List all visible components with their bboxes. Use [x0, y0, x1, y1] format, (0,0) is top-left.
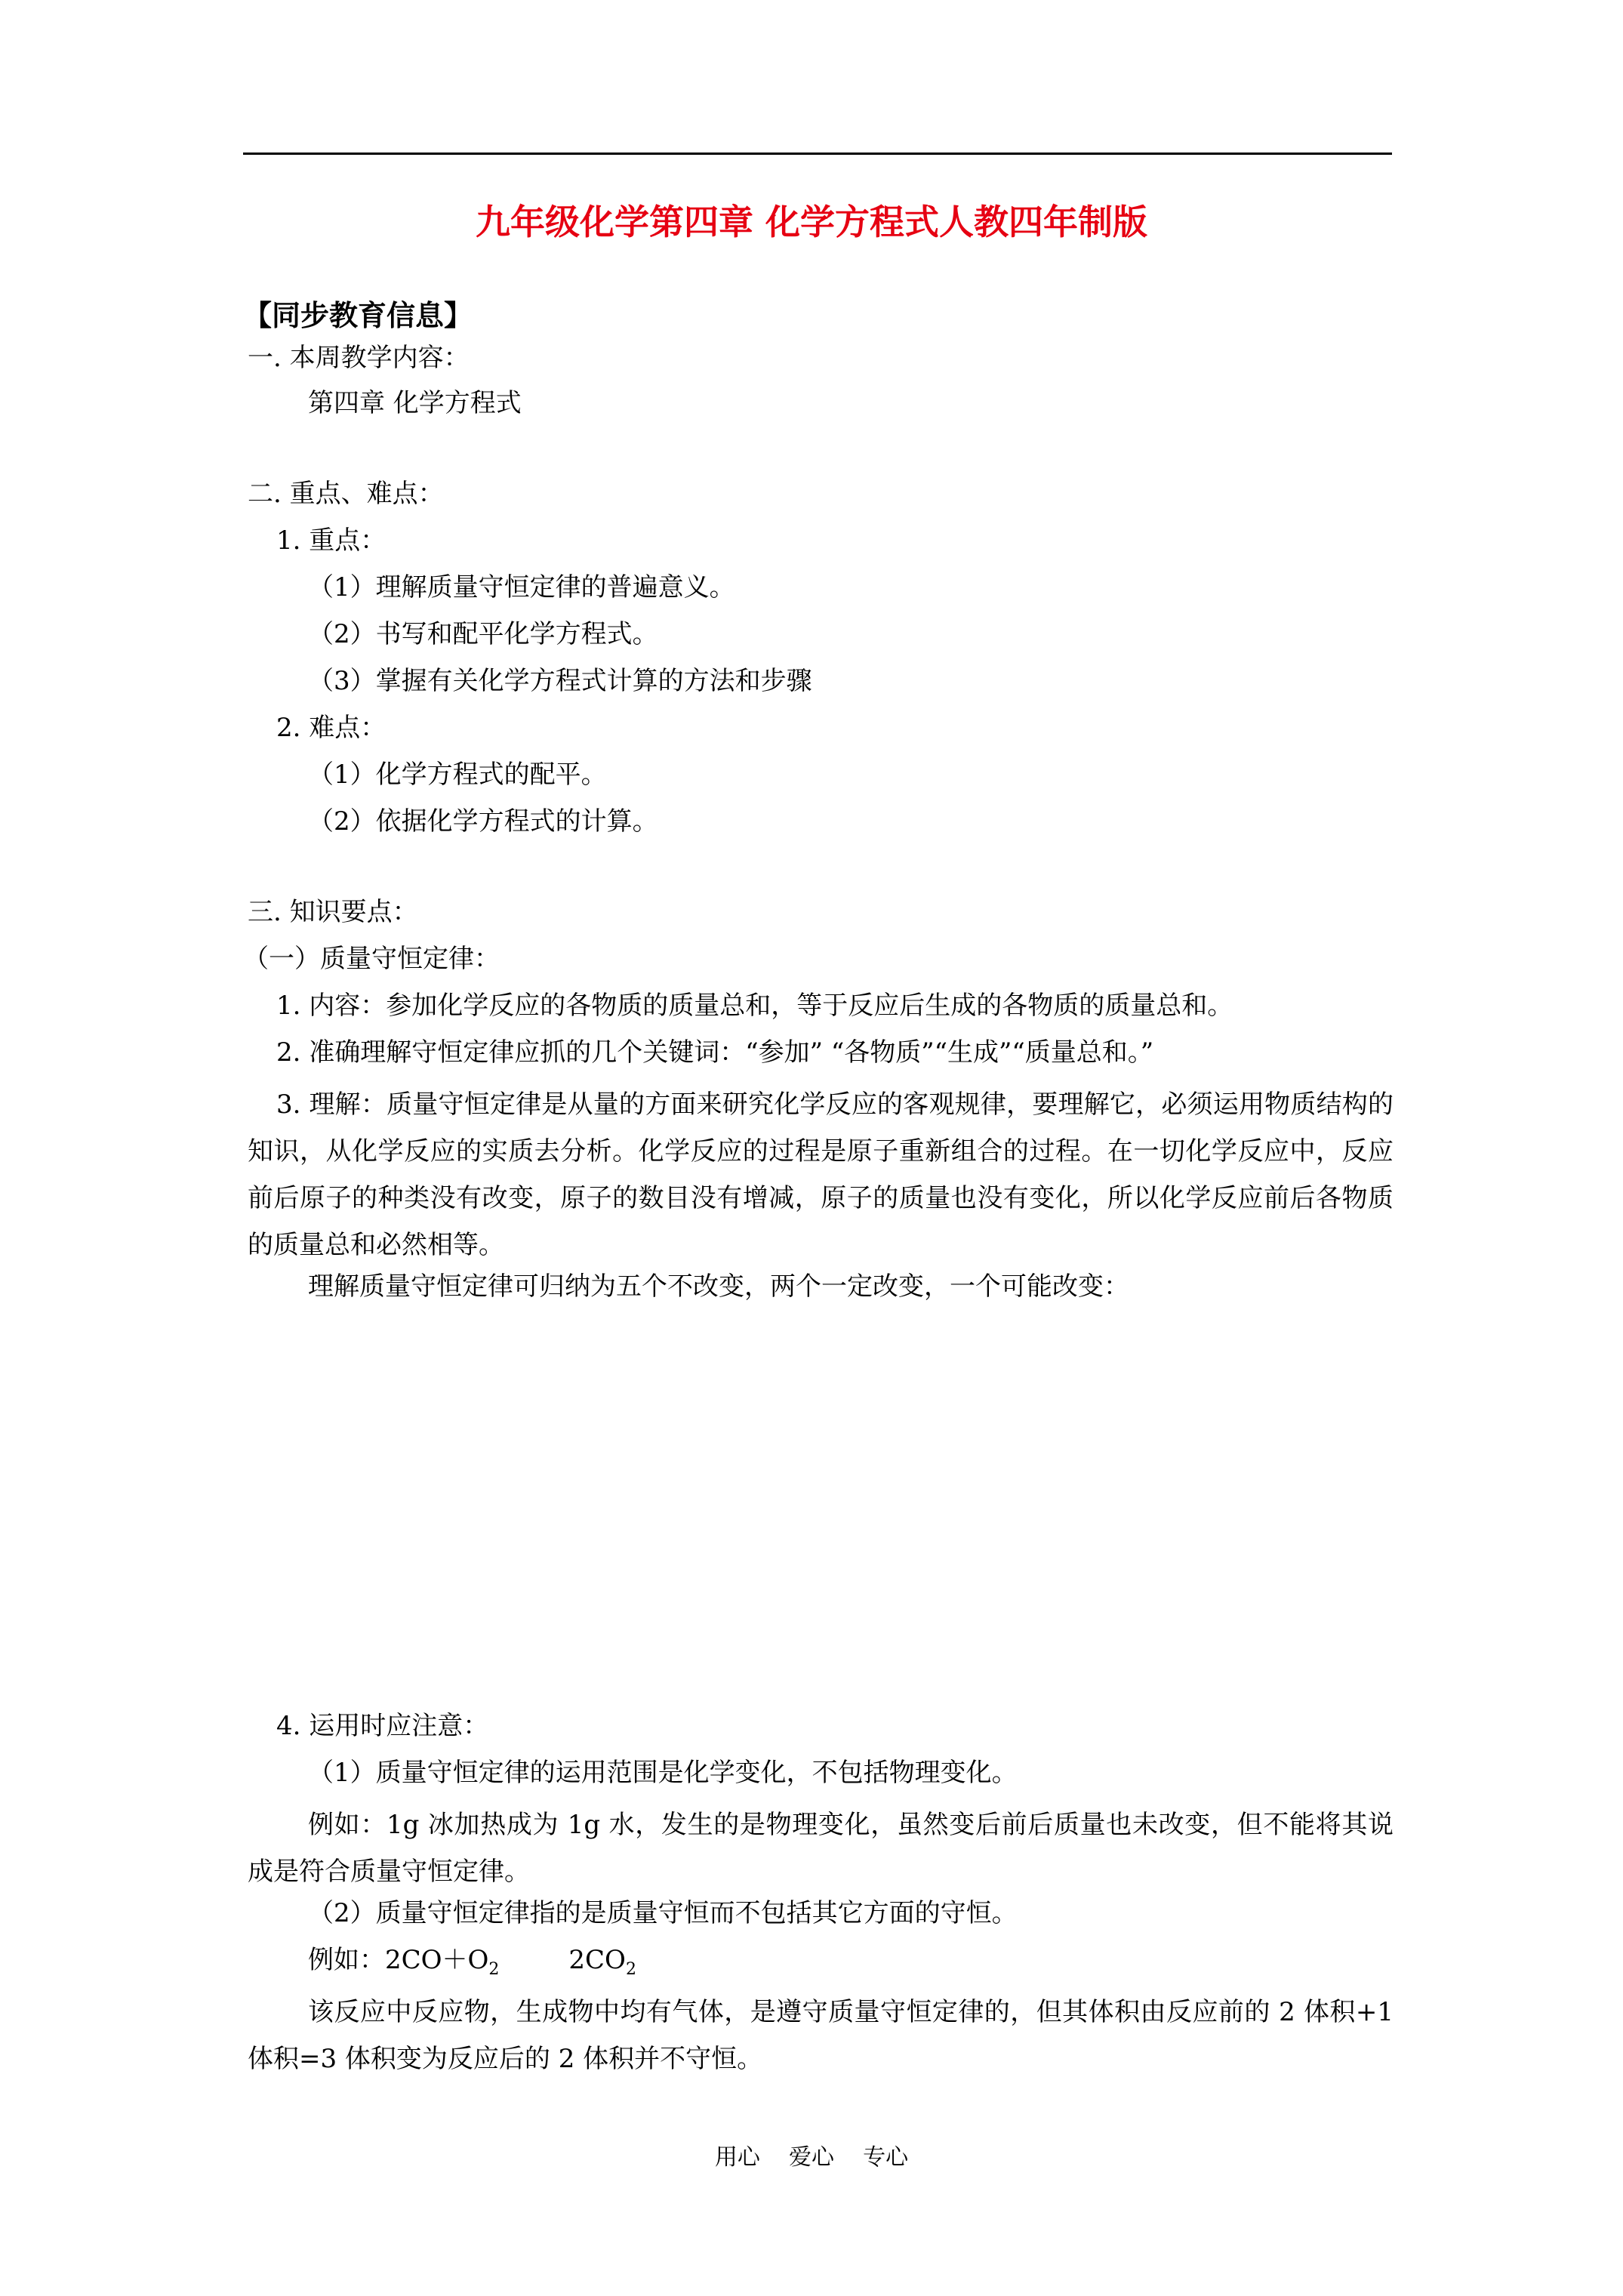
usage-note-2: （2）质量守恒定律指的是质量守恒而不包括其它方面的守恒。	[308, 1898, 1018, 1928]
page-footer: 用心 爱心 专心	[714, 2144, 909, 2171]
paragraph-keywords: 2. 准确理解守恒定律应抓的几个关键词：“参加” “各物质”“生成”“质量总和。”	[276, 1037, 1154, 1068]
paragraph-understanding: 3. 理解：质量守恒定律是从量的方面来研究化学反应的客观规律，要理解它，必须运用物质结构的知识，从化学反应的实质去分析。化学反应的过程是原子重新组合的过程。在一切化学反应中，反应前后原子的种类没有改变，原子的数目没有增减，原子的质量也没有变化，所以化学反应前后各物质的质量总和必然相等。	[248, 1089, 1394, 1260]
equation-subscript: 2	[488, 1959, 500, 1979]
equation-reactants: 例如：2CO＋O	[308, 1945, 489, 1975]
key-points-label: 1. 重点：	[276, 525, 387, 556]
difficulty-1: （1）化学方程式的配平。	[308, 760, 607, 790]
chemical-equation	[308, 1945, 636, 1979]
usage-note-1: （1）质量守恒定律的运用范围是化学变化，不包括物理变化。	[308, 1758, 1018, 1788]
document-title: 九年级化学第四章 化学方程式人教四年制版	[475, 202, 1147, 242]
paragraph-content: 1. 内容：参加化学反应的各物质的质量总和，等于反应后生成的各物质的质量总和。	[276, 991, 1233, 1021]
s2-heading: 二. 重点、难点：	[248, 479, 444, 509]
key-point-1: （1）理解质量守恒定律的普遍意义。	[308, 572, 735, 603]
example-gas-volume: 该反应中反应物，生成物中均有气体，是遵守质量守恒定律的，但其体积由反应前的 2 体积+1 体积=3 体积变为反应后的 2 体积并不守恒。	[248, 1997, 1394, 2074]
equation-product: 2CO	[568, 1945, 626, 1975]
difficulty-label: 2. 难点：	[276, 713, 387, 743]
section-heading: 【同步教育信息】	[243, 298, 473, 332]
subsection-heading: （一）质量守恒定律：	[243, 944, 500, 974]
difficulty-2: （2）依据化学方程式的计算。	[308, 806, 658, 837]
key-point-2: （2）书写和配平化学方程式。	[308, 619, 658, 649]
usage-notes-label: 4. 运用时应注意：	[276, 1711, 489, 1741]
key-point-3: （3）掌握有关化学方程式计算的方法和步骤	[308, 666, 812, 696]
s1-heading: 一. 本周教学内容：	[248, 343, 470, 373]
s1-content: 第四章 化学方程式	[308, 388, 522, 418]
example-ice: 例如：1g 冰加热成为 1g 水，发生的是物理变化，虽然变后前后质量也未改变，但不能将其说成是符合质量守恒定律。	[248, 1810, 1394, 1887]
equation-subscript: 2	[625, 1959, 636, 1979]
s3-heading: 三. 知识要点：	[248, 897, 418, 927]
paragraph-summary: 理解质量守恒定律可归纳为五个不改变，两个一定改变，一个可能改变：	[308, 1271, 1129, 1302]
header-rule	[243, 153, 1392, 155]
